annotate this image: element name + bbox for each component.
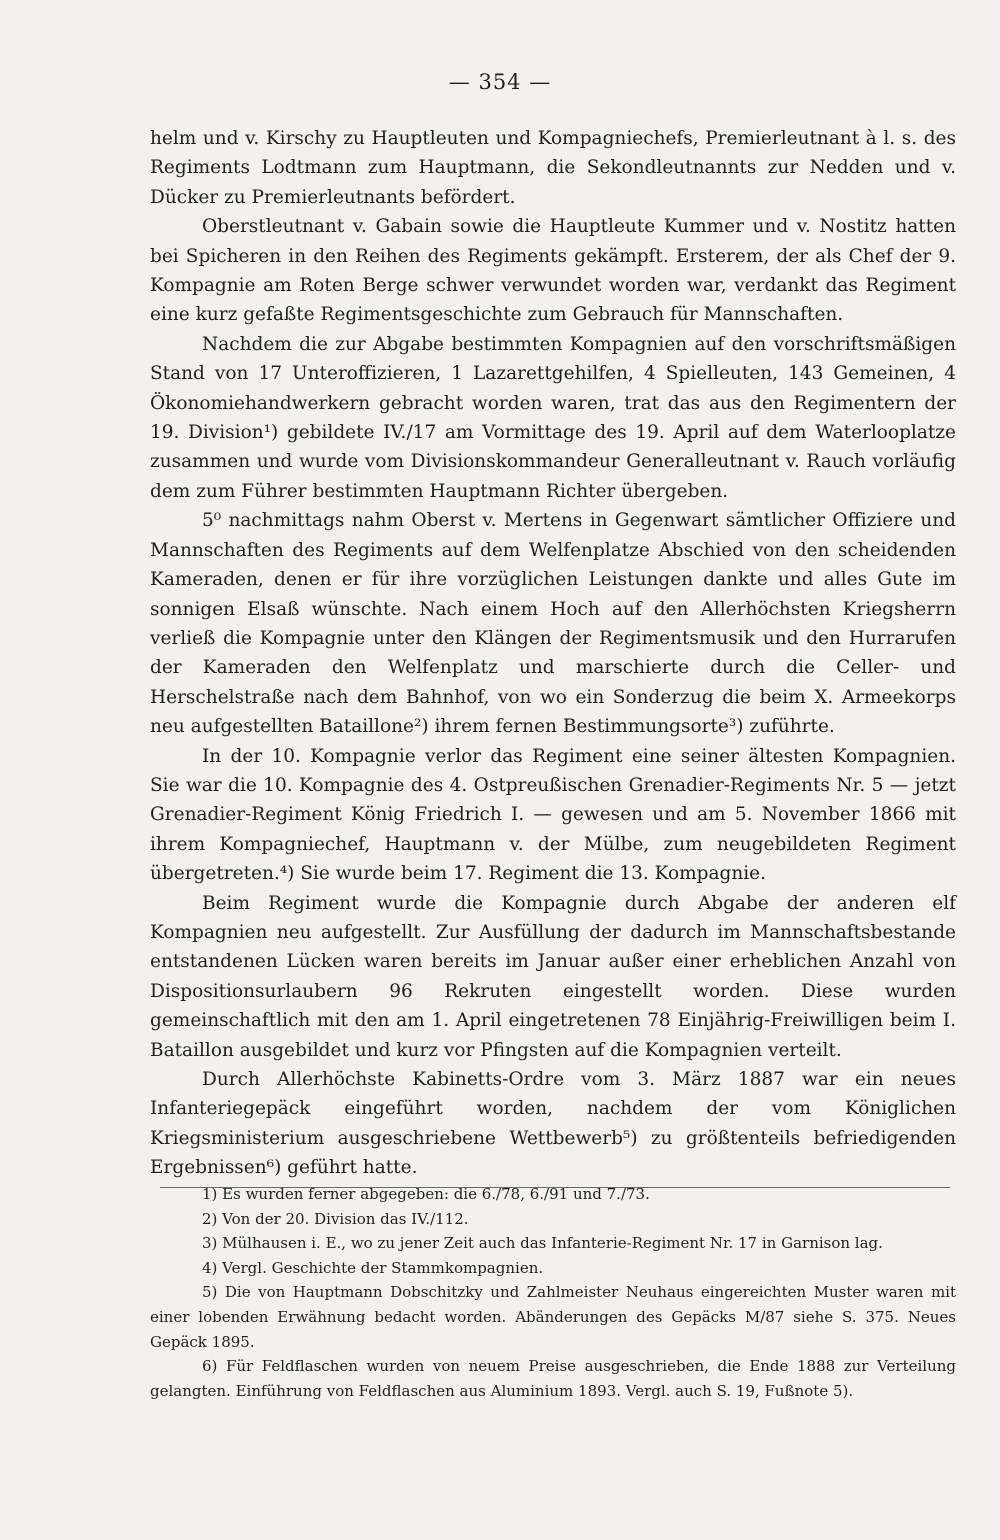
- paragraph: In der 10. Kompagnie verlor das Regiment eine seiner ältesten Kompagnien. Sie war die 10. Kompagnie des 4. Ostpreußischen Grenadier-Regiments Nr. 5 — jetzt Grenadier-Regiment König Friedrich I. — gewesen und am 5. November 1866 mit ihrem Kompagniechef, Hauptmann v. der Mülbe, zum neugebildeten Regiment übergetreten.⁴) Sie wurde beim 17. Regiment die 13. Kompagnie.: [150, 745, 956, 885]
- paragraph: Beim Regiment wurde die Kompagnie durch Abgabe der anderen elf Kompagnien neu aufgestellt. Zur Ausfüllung der dadurch im Mannschaftsbestande entstandenen Lücken waren bereits im Januar außer einer erheblichen Anzahl von Dispositionsurlaubern 96 Rekruten eingestellt worden. Diese wurden gemeinschaftlich mit den am 1. April eingetretenen 78 Einjährig-Freiwilligen beim I. Bataillon ausgebildet und kurz vor Pfingsten auf die Kompagnien verteilt.: [150, 892, 956, 1061]
- footnote: 6) Für Feldflaschen wurden von neuem Preise ausgeschrieben, die Ende 1888 zur Verteilung gelangten. Einführung von Feldflaschen aus Aluminium 1893. Vergl. auch S. 19, Fußnote 5).: [150, 1357, 956, 1400]
- footnote: 4) Vergl. Geschichte der Stammkompagnien.: [202, 1258, 544, 1277]
- paragraph: Oberstleutnant v. Gabain sowie die Hauptleute Kummer und v. Nostitz hatten bei Spicheren in den Reihen des Regiments gekämpft. Ersterem, der als Chef der 9. Kompagnie am Roten Berge schwer verwundet worden war, verdankt das Regiment eine kurz gefaßte Regimentsgeschichte zum Gebrauch für Mannschaften.: [150, 216, 956, 326]
- footnote-list: [150, 1182, 956, 1403]
- paragraph: 5⁰ nachmittags nahm Oberst v. Mertens in Gegenwart sämtlicher Offiziere und Mannschaften des Regiments auf dem Welfenplatze Abschied von den scheidenden Kameraden, denen er für ihre vorzüglichen Leistungen dankte und alles Gute im sonnigen Elsaß wünschte. Nach einem Hoch auf den Allerhöchsten Kriegsherrn verließ die Kompagnie unter den Klängen der Regimentsmusik und den Hurrarufen der Kameraden den Welfenplatz und marschierte durch die Celler- und Herschelstraße nach dem Bahnhof, von wo ein Sonderzug die beim X. Armeekorps neu aufgestellten Bataillone²) ihrem fernen Bestimmungsorte³) zuführte.: [150, 510, 956, 738]
- footnote: 5) Die von Hauptmann Dobschitzky und Zahlmeister Neuhaus eingereichten Muster waren mit einer lobenden Erwähnung bedacht worden. Abänderungen des Gepäcks M/87 siehe S. 375. Neues Gepäck 1895.: [150, 1283, 956, 1351]
- paragraph: Durch Allerhöchste Kabinetts-Ordre vom 3. März 1887 war ein neues Infanteriegepäck eingeführt worden, nachdem der vom Königlichen Kriegsministerium ausgeschriebene Wettbewerb⁵) zu größtenteils befriedigenden Ergebnissen⁶) geführt hatte.: [150, 1069, 956, 1179]
- paragraph: Nachdem die zur Abgabe bestimmten Kompagnien auf den vorschriftsmäßigen Stand von 17 Unteroffizieren, 1 Lazarettgehilfen, 4 Spielleuten, 143 Gemeinen, 4 Ökonomiehandwerkern gebracht worden waren, trat das aus den Regimentern der 19. Division¹) gebildete IV./17 am Vormittage des 19. April auf dem Waterlooplatze zusammen und wurde vom Divisionskommandeur Generalleutnant v. Rauch vorläufig dem zum Führer bestimmten Hauptmann Richter übergeben.: [150, 333, 956, 502]
- footnote: 3) Mülhausen i. E., wo zu jener Zeit auch das Infanterie-Regiment Nr. 17 in Garnison lag.: [202, 1234, 883, 1253]
- footnote: 1) Es wurden ferner abgegeben: die 6./78, 6./91 und 7./73.: [202, 1185, 650, 1203]
- main-text: [150, 124, 956, 1183]
- paragraph-continuation: helm und v. Kirschy zu Hauptleuten und Kompagniechefs, Premierleutnant à l. s. des Regiments Lodtmann zum Hauptmann, die Sekondleutnannts zur Nedden und v. Dücker zu Premierleutnants befördert.: [150, 128, 956, 208]
- footnote: 2) Von der 20. Division das IV./112.: [202, 1209, 469, 1228]
- page-number: — 354 —: [448, 70, 552, 94]
